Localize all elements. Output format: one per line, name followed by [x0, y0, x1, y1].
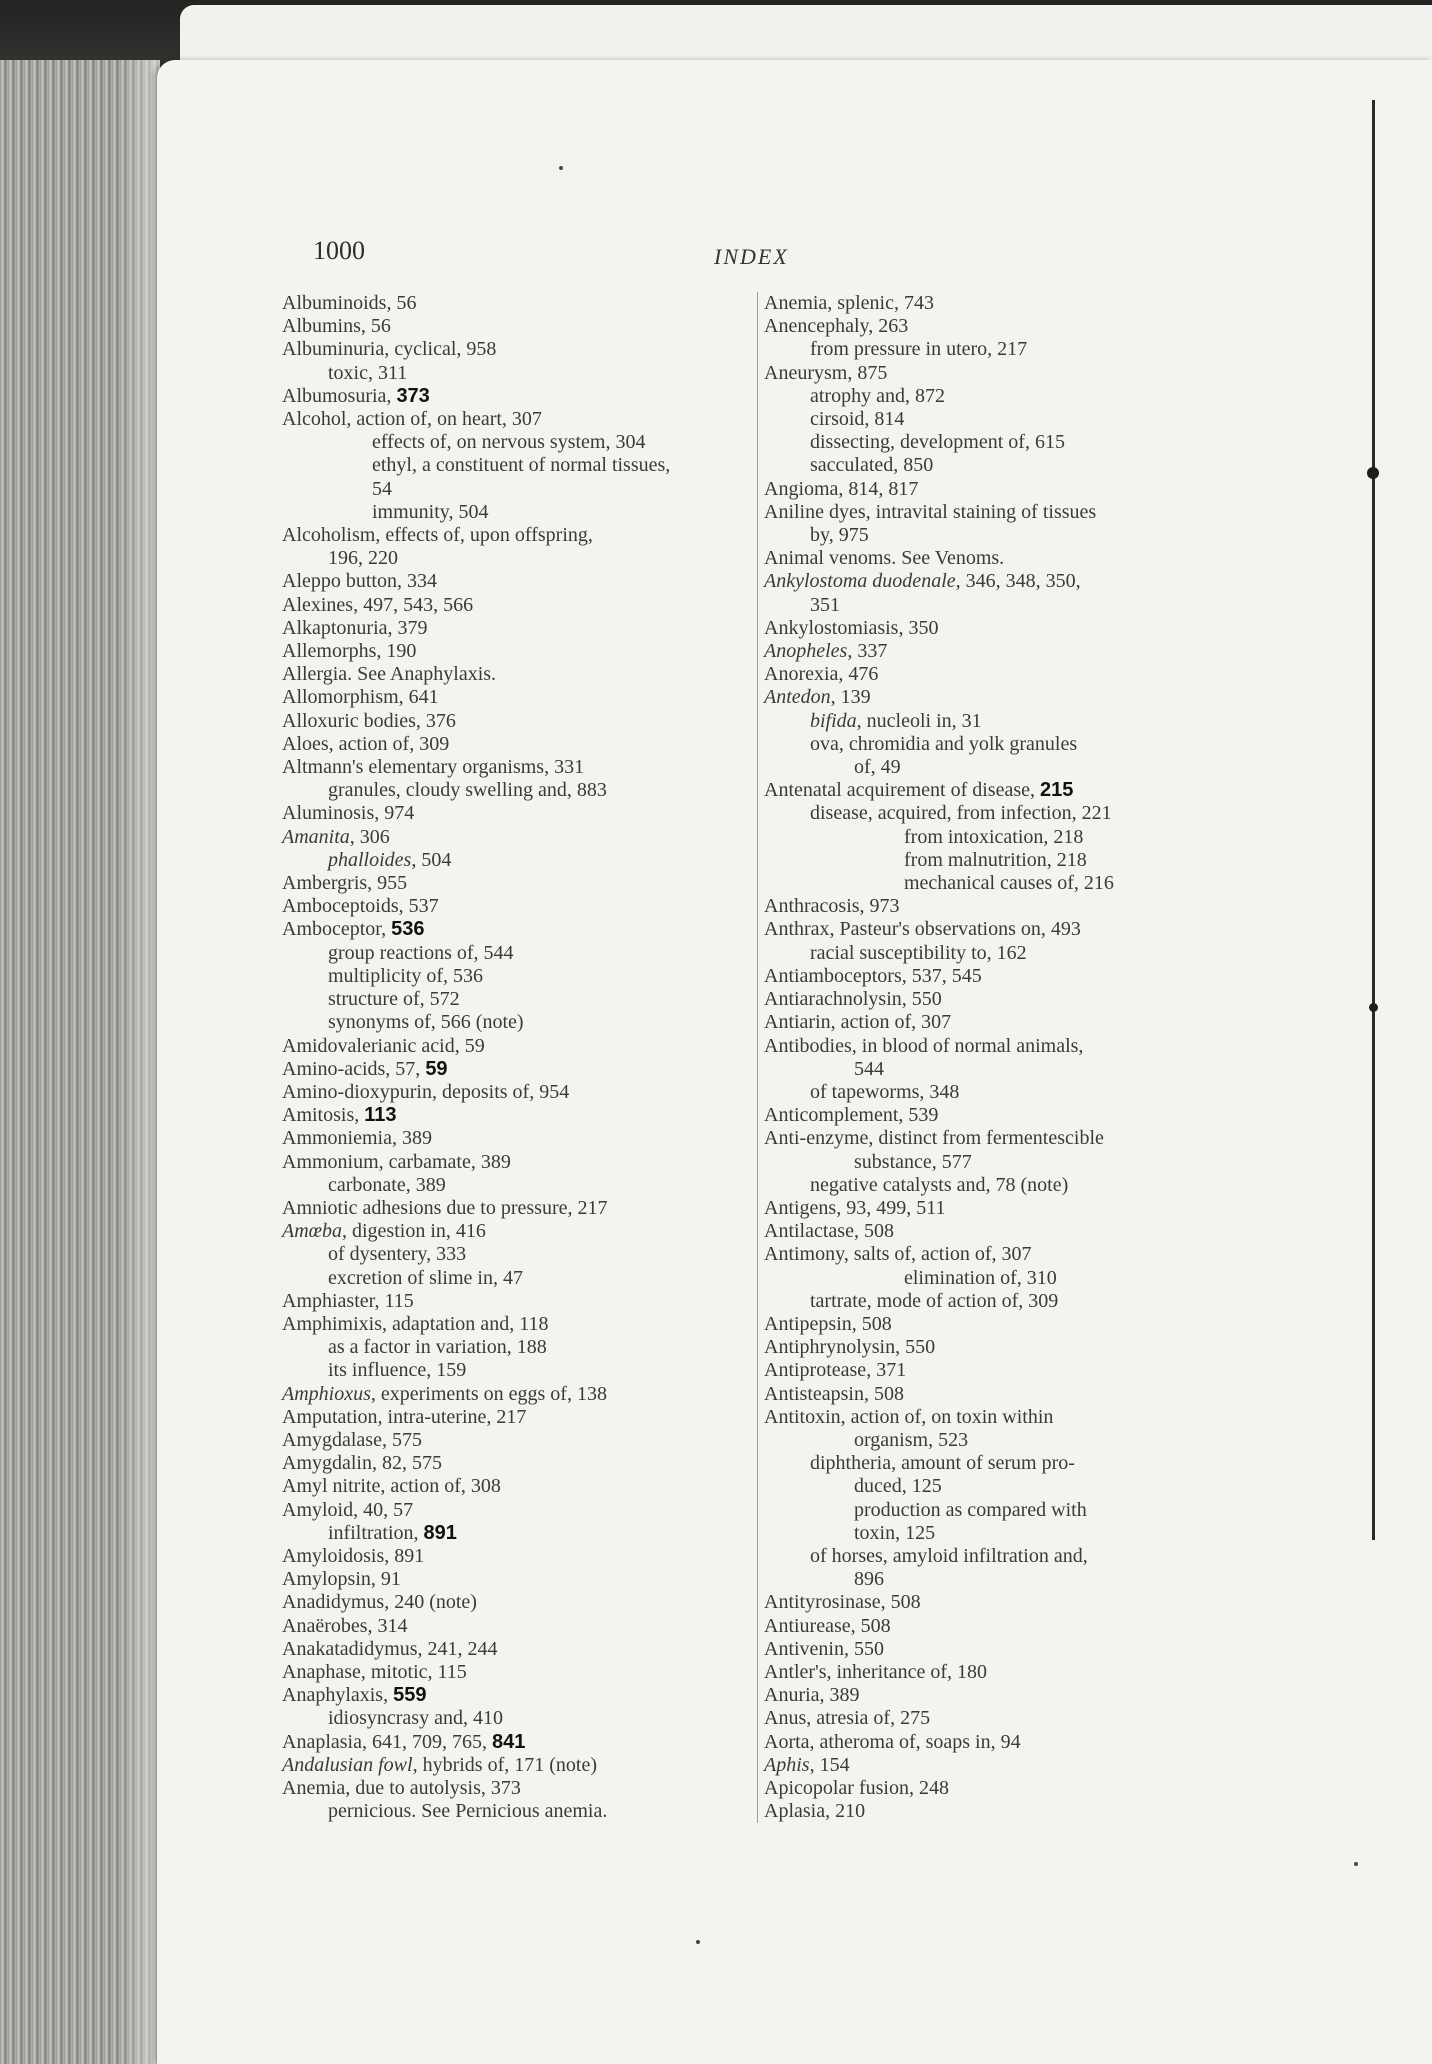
- index-entry: [282, 478, 740, 501]
- speck: [1354, 1862, 1358, 1866]
- entry-text: Aneurysm, 875: [764, 361, 888, 384]
- entry-text: effects of, on nervous system, 304: [372, 431, 646, 454]
- index-entry: [764, 663, 1206, 686]
- entry-text: Anthracosis, 973: [764, 895, 900, 918]
- index-entry: [764, 849, 1206, 872]
- entry-text: Anuria, 389: [764, 1684, 860, 1707]
- index-entry: [282, 617, 740, 640]
- index-entry: [764, 478, 1206, 501]
- entry-text: 544: [854, 1057, 884, 1080]
- index-entry: [282, 663, 740, 686]
- index-entry: [764, 988, 1206, 1011]
- entry-text: from intoxication, 218: [904, 825, 1084, 848]
- entry-text: Amino-dioxypurin, deposits of, 954: [282, 1080, 570, 1103]
- entry-text: toxin, 125: [854, 1521, 936, 1544]
- page-number: 1000: [313, 236, 365, 265]
- index-entry: [764, 1035, 1206, 1058]
- entry-text: Antler's, inheritance of, 180: [764, 1660, 987, 1683]
- index-entry: [282, 1011, 740, 1034]
- entry-text: Animal venoms. See Venoms.: [764, 547, 1005, 570]
- index-entry: [764, 1197, 1206, 1220]
- entry-text: negative catalysts and, 78 (note): [810, 1173, 1069, 1196]
- index-entry: [764, 756, 1206, 779]
- entry-text: Aluminosis, 974: [282, 802, 415, 825]
- index-entry: [282, 1220, 740, 1243]
- index-entry: [282, 524, 740, 547]
- entry-text: , 306: [349, 825, 390, 848]
- index-entry: [764, 686, 1206, 709]
- entry-text: Anticomplement, 539: [764, 1104, 939, 1127]
- entry-text: Antenatal acquirement of disease,: [764, 779, 1040, 802]
- index-entry: [282, 338, 740, 361]
- entry-italic-term: bifida: [810, 709, 857, 732]
- entry-italic-term: Aphis: [764, 1753, 810, 1776]
- entry-text: Aniline dyes, intravital staining of tissues: [764, 500, 1097, 523]
- index-entry: [282, 501, 740, 524]
- index-entry: [282, 1777, 740, 1800]
- index-entry: [764, 1800, 1206, 1823]
- index-entry: [764, 617, 1206, 640]
- index-entry: [764, 1568, 1206, 1591]
- index-entry: [282, 594, 740, 617]
- entry-text: Albuminoids, 56: [282, 292, 417, 314]
- entry-text: of tapeworms, 348: [810, 1080, 960, 1103]
- index-column-right: [757, 292, 1206, 1823]
- index-entry: [282, 1661, 740, 1684]
- index-entry: [282, 918, 740, 941]
- entry-text: Amygdalase, 575: [282, 1428, 422, 1451]
- entry-text: , nucleoli in, 31: [856, 709, 982, 732]
- index-entry: [282, 733, 740, 756]
- entry-text: from pressure in utero, 217: [810, 338, 1028, 361]
- index-entry: [282, 431, 740, 454]
- index-entry: [282, 1731, 740, 1754]
- index-entry: [764, 710, 1206, 733]
- entry-text: by, 975: [810, 524, 869, 547]
- entry-text: Amphiaster, 115: [282, 1289, 414, 1312]
- entry-text: dissecting, development of, 615: [810, 431, 1065, 454]
- entry-text: Anadidymus, 240 (note): [282, 1591, 477, 1614]
- index-entry: [764, 1731, 1206, 1754]
- index-entry: [282, 1127, 740, 1150]
- entry-bold-page: 891: [423, 1521, 457, 1544]
- entry-text: Allergia. See Anaphylaxis.: [282, 663, 497, 686]
- entry-text: Amyloid, 40, 57: [282, 1498, 414, 1521]
- index-entry: [764, 547, 1206, 570]
- entry-text: Amitosis,: [282, 1104, 365, 1127]
- index-entry: [764, 570, 1206, 593]
- index-entry: [764, 1522, 1206, 1545]
- index-entry: [282, 1638, 740, 1661]
- entry-text: Antiarin, action of, 307: [764, 1011, 952, 1034]
- index-entry: [764, 1452, 1206, 1475]
- index-entry: [282, 1800, 740, 1823]
- entry-text: production as compared with: [854, 1498, 1087, 1521]
- entry-bold-page: 841: [491, 1730, 526, 1753]
- index-entry: [282, 826, 740, 849]
- index-entry: [764, 640, 1206, 663]
- entry-text: Anaphylaxis,: [282, 1684, 394, 1707]
- index-entry: [282, 1104, 740, 1127]
- entry-text: as a factor in variation, 188: [328, 1336, 547, 1359]
- index-entry: [764, 1290, 1206, 1313]
- entry-text: Amyloidosis, 891: [282, 1544, 425, 1567]
- gutter-rule: [1372, 100, 1375, 1540]
- entry-text: , 154: [809, 1753, 850, 1776]
- index-entry: [282, 1151, 740, 1174]
- index-entry: [282, 547, 740, 570]
- entry-text: , 139: [830, 686, 871, 709]
- index-entry: [764, 1591, 1206, 1614]
- entry-text: Alexines, 497, 543, 566: [282, 593, 474, 616]
- entry-text: idiosyncrasy and, 410: [328, 1707, 503, 1730]
- ink-mark: [1367, 467, 1379, 479]
- entry-italic-term: Andalusian fowl: [282, 1753, 413, 1776]
- entry-text: organism, 523: [854, 1428, 969, 1451]
- index-entry: [764, 1429, 1206, 1452]
- entry-text: 54: [372, 477, 392, 500]
- entry-text: Alcoholism, effects of, upon offspring,: [282, 524, 593, 547]
- entry-bold-page: 113: [364, 1104, 397, 1127]
- entry-text: Antiprotease, 371: [764, 1359, 907, 1382]
- index-entry: [282, 1406, 740, 1429]
- entry-text: Amino-acids, 57,: [282, 1057, 426, 1080]
- entry-text: Allemorphs, 190: [282, 640, 417, 663]
- entry-bold-page: 559: [393, 1684, 427, 1707]
- index-entry: [764, 524, 1206, 547]
- entry-text: Alkaptonuria, 379: [282, 616, 428, 639]
- index-entry: [282, 315, 740, 338]
- entry-text: Antibodies, in blood of normal animals,: [764, 1034, 1084, 1057]
- entry-bold-page: 536: [391, 918, 425, 941]
- entry-bold-page: 215: [1040, 779, 1074, 802]
- entry-text: , experiments on eggs of, 138: [370, 1382, 607, 1405]
- index-entry: [764, 1684, 1206, 1707]
- index-entry: [282, 1499, 740, 1522]
- entry-text: Amidovalerianic acid, 59: [282, 1034, 485, 1057]
- entry-italic-term: phalloides: [328, 848, 412, 871]
- ink-mark: [1369, 1003, 1378, 1012]
- index-entry: [764, 733, 1206, 756]
- index-entry: [282, 640, 740, 663]
- entry-text: Aplasia, 210: [764, 1800, 866, 1823]
- index-entry: [764, 1081, 1206, 1104]
- index-entry: [282, 1475, 740, 1498]
- entry-italic-term: Amphioxus: [282, 1382, 371, 1405]
- entry-italic-term: Ankylostoma duodenale: [764, 570, 956, 593]
- index-entry: [282, 1197, 740, 1220]
- index-entry: [282, 756, 740, 779]
- index-entry: [282, 362, 740, 385]
- index-entry: [282, 1290, 740, 1313]
- index-entry: [764, 315, 1206, 338]
- entry-text: , 337: [847, 640, 888, 663]
- entry-text: Anemia, splenic, 743: [764, 292, 934, 314]
- entry-text: Alloxuric bodies, 376: [282, 709, 456, 732]
- entry-text: Antiarachnolysin, 550: [764, 988, 942, 1011]
- entry-italic-term: Amanita: [282, 825, 350, 848]
- index-entry: [282, 1313, 740, 1336]
- index-entry: [282, 686, 740, 709]
- entry-text: Aorta, atheroma of, soaps in, 94: [764, 1730, 1021, 1753]
- entry-text: Antityrosinase, 508: [764, 1591, 921, 1614]
- entry-text: Albumins, 56: [282, 315, 391, 338]
- index-entry: [764, 1127, 1206, 1150]
- entry-text: duced, 125: [854, 1475, 942, 1498]
- entry-text: Antiphrynolysin, 550: [764, 1336, 936, 1359]
- entry-text: , 346, 348, 350,: [955, 570, 1081, 593]
- index-entry: [282, 385, 740, 408]
- entry-text: Ammonium, carbamate, 389: [282, 1150, 511, 1173]
- index-entry: [764, 1359, 1206, 1382]
- entry-text: Allomorphism, 641: [282, 686, 439, 709]
- entry-italic-term: Antedon: [764, 686, 831, 709]
- entry-text: group reactions of, 544: [328, 941, 514, 964]
- entry-text: Antitoxin, action of, on toxin within: [764, 1405, 1054, 1428]
- running-head: INDEX: [714, 244, 789, 269]
- index-entry: [282, 942, 740, 965]
- index-entry: [764, 826, 1206, 849]
- entry-text: synonyms of, 566 (note): [328, 1011, 524, 1034]
- entry-text: immunity, 504: [372, 500, 489, 523]
- index-entry: [764, 292, 1206, 315]
- index-entry: [282, 1035, 740, 1058]
- index-entry: [282, 849, 740, 872]
- index-entry: [764, 454, 1206, 477]
- entry-text: Anemia, due to autolysis, 373: [282, 1777, 521, 1799]
- entry-text: granules, cloudy swelling and, 883: [328, 779, 607, 802]
- entry-text: Aloes, action of, 309: [282, 732, 450, 755]
- entry-text: Amboceptoids, 537: [282, 895, 439, 918]
- entry-text: Amboceptor,: [282, 918, 392, 941]
- entry-text: Albuminuria, cyclical, 958: [282, 338, 497, 361]
- entry-text: Antivenin, 550: [764, 1637, 884, 1660]
- index-entry: [282, 1243, 740, 1266]
- entry-text: ethyl, a constituent of normal tissues,: [372, 454, 671, 477]
- index-entry: [764, 1104, 1206, 1127]
- index-entry: [764, 779, 1206, 802]
- index-entry: [764, 965, 1206, 988]
- entry-text: ova, chromidia and yolk granules: [810, 732, 1078, 755]
- index-entry: [282, 1383, 740, 1406]
- index-entry: [282, 779, 740, 802]
- index-entry: [282, 1267, 740, 1290]
- index-entry: [764, 1475, 1206, 1498]
- entry-text: 351: [810, 593, 840, 616]
- index-entry: [764, 385, 1206, 408]
- entry-text: carbonate, 389: [328, 1173, 446, 1196]
- index-entry: [764, 1174, 1206, 1197]
- speck: [696, 1940, 700, 1944]
- index-entry: [282, 1359, 740, 1382]
- entry-text: Antisteapsin, 508: [764, 1382, 904, 1405]
- index-entry: [764, 1220, 1206, 1243]
- index-entry: [764, 942, 1206, 965]
- index-entry: [282, 1591, 740, 1614]
- entry-text: Anorexia, 476: [764, 663, 879, 686]
- entry-bold-page: 59: [425, 1057, 448, 1080]
- index-entry: [764, 1406, 1206, 1429]
- entry-text: Antiamboceptors, 537, 545: [764, 964, 982, 987]
- entry-text: Anti-enzyme, distinct from fermentescible: [764, 1127, 1104, 1150]
- index-entry: [282, 965, 740, 988]
- entry-text: substance, 577: [854, 1150, 972, 1173]
- index-entry: [282, 1754, 740, 1777]
- entry-text: Anencephaly, 263: [764, 315, 909, 338]
- entry-text: racial susceptibility to, 162: [810, 941, 1027, 964]
- entry-text: Antilactase, 508: [764, 1220, 894, 1243]
- entry-text: Albumosuria,: [282, 384, 397, 407]
- entry-text: , digestion in, 416: [342, 1220, 486, 1243]
- entry-text: toxic, 311: [328, 361, 408, 384]
- index-entry: [282, 1707, 740, 1730]
- index-entry: [764, 1383, 1206, 1406]
- entry-italic-term: Amœba: [282, 1220, 342, 1243]
- index-entry: [764, 872, 1206, 895]
- entry-text: Amygdalin, 82, 575: [282, 1452, 442, 1475]
- index-entry: [764, 802, 1206, 825]
- index-entry: [764, 1615, 1206, 1638]
- entry-text: sacculated, 850: [810, 454, 934, 477]
- index-entry: [282, 1174, 740, 1197]
- index-entry: [764, 408, 1206, 431]
- index-entry: [764, 1545, 1206, 1568]
- entry-text: tartrate, mode of action of, 309: [810, 1289, 1059, 1312]
- index-entry: [764, 1243, 1206, 1266]
- entry-text: infiltration,: [328, 1521, 424, 1544]
- entry-text: multiplicity of, 536: [328, 964, 483, 987]
- entry-text: Antiurease, 508: [764, 1614, 891, 1637]
- index-entry: [282, 1568, 740, 1591]
- index-entry: [764, 1151, 1206, 1174]
- entry-text: elimination of, 310: [904, 1266, 1057, 1289]
- index-entry: [764, 501, 1206, 524]
- index-entry: [282, 570, 740, 593]
- index-entry: [282, 1615, 740, 1638]
- index-entry: [764, 1267, 1206, 1290]
- index-entry: [282, 454, 740, 477]
- entry-text: from malnutrition, 218: [904, 848, 1087, 871]
- entry-text: of dysentery, 333: [328, 1243, 467, 1266]
- index-entry: [764, 1313, 1206, 1336]
- index-entry: [282, 1684, 740, 1707]
- entry-text: 896: [854, 1568, 884, 1591]
- index-entry: [282, 1336, 740, 1359]
- index-entry: [282, 710, 740, 733]
- index-entry: [282, 1058, 740, 1081]
- entry-text: Anaplasia, 641, 709, 765,: [282, 1730, 492, 1753]
- entry-text: , hybrids of, 171 (note): [412, 1753, 597, 1776]
- entry-text: 196, 220: [328, 547, 398, 570]
- entry-text: diphtheria, amount of serum pro-: [810, 1452, 1075, 1475]
- entry-bold-page: 373: [396, 384, 430, 407]
- entry-text: Altmann's elementary organisms, 331: [282, 756, 585, 779]
- index-entry: [764, 1754, 1206, 1777]
- entry-text: Amylopsin, 91: [282, 1568, 401, 1591]
- entry-text: excretion of slime in, 47: [328, 1266, 523, 1289]
- entry-text: of horses, amyloid infiltration and,: [810, 1544, 1088, 1567]
- entry-text: Antipepsin, 508: [764, 1312, 892, 1335]
- entry-text: Apicopolar fusion, 248: [764, 1777, 949, 1799]
- entry-text: Anus, atresia of, 275: [764, 1707, 931, 1730]
- index-entry: [282, 1452, 740, 1475]
- entry-text: Anaphase, mitotic, 115: [282, 1660, 467, 1683]
- book-page-edges: [0, 60, 160, 2064]
- index-entry: [764, 1336, 1206, 1359]
- index-entry: [764, 1499, 1206, 1522]
- speck: [559, 166, 563, 170]
- index-entry: [764, 895, 1206, 918]
- index-entry: [764, 431, 1206, 454]
- entry-text: disease, acquired, from infection, 221: [810, 802, 1112, 825]
- index-entry: [282, 1429, 740, 1452]
- entry-text: Anaërobes, 314: [282, 1614, 408, 1637]
- index-entry: [282, 872, 740, 895]
- index-entry: [764, 1777, 1206, 1800]
- index-entry: [282, 408, 740, 431]
- index-entry: [282, 895, 740, 918]
- index-entry: [764, 338, 1206, 361]
- entry-text: , 504: [411, 848, 452, 871]
- entry-text: Amniotic adhesions due to pressure, 217: [282, 1196, 608, 1219]
- index-column-left: [282, 292, 740, 1823]
- index-entry: [282, 1545, 740, 1568]
- index-entry: [764, 1011, 1206, 1034]
- entry-text: Antigens, 93, 499, 511: [764, 1196, 946, 1219]
- entry-text: its influence, 159: [328, 1359, 467, 1382]
- index-entry: [282, 292, 740, 315]
- index-entry: [764, 1638, 1206, 1661]
- index-entry: [764, 1661, 1206, 1684]
- entry-text: Anakatadidymus, 241, 244: [282, 1637, 498, 1660]
- entry-text: Ammoniemia, 389: [282, 1127, 432, 1150]
- index-entry: [282, 1522, 740, 1545]
- entry-text: Amphimixis, adaptation and, 118: [282, 1312, 549, 1335]
- entry-text: atrophy and, 872: [810, 384, 945, 407]
- entry-text: of, 49: [854, 756, 901, 779]
- entry-text: cirsoid, 814: [810, 408, 905, 431]
- entry-text: pernicious. See Pernicious anemia.: [328, 1800, 608, 1823]
- index-entry: [764, 362, 1206, 385]
- index-entry: [764, 1058, 1206, 1081]
- entry-text: Alcohol, action of, on heart, 307: [282, 408, 542, 431]
- entry-italic-term: Anopheles: [764, 640, 848, 663]
- entry-text: Ankylostomiasis, 350: [764, 616, 939, 639]
- entry-text: Angioma, 814, 817: [764, 477, 919, 500]
- index-entry: [282, 1081, 740, 1104]
- entry-text: structure of, 572: [328, 988, 460, 1011]
- index-entry: [764, 918, 1206, 941]
- entry-text: mechanical causes of, 216: [904, 872, 1114, 895]
- index-entry: [764, 594, 1206, 617]
- entry-text: Ambergris, 955: [282, 872, 408, 895]
- index-entry: [282, 802, 740, 825]
- entry-text: Amyl nitrite, action of, 308: [282, 1475, 501, 1498]
- entry-text: Anthrax, Pasteur's observations on, 493: [764, 918, 1081, 941]
- entry-text: Aleppo button, 334: [282, 570, 437, 593]
- entry-text: Antimony, salts of, action of, 307: [764, 1243, 1032, 1266]
- index-entry: [764, 1707, 1206, 1730]
- entry-text: Amputation, intra-uterine, 217: [282, 1405, 527, 1428]
- index-entry: [282, 988, 740, 1011]
